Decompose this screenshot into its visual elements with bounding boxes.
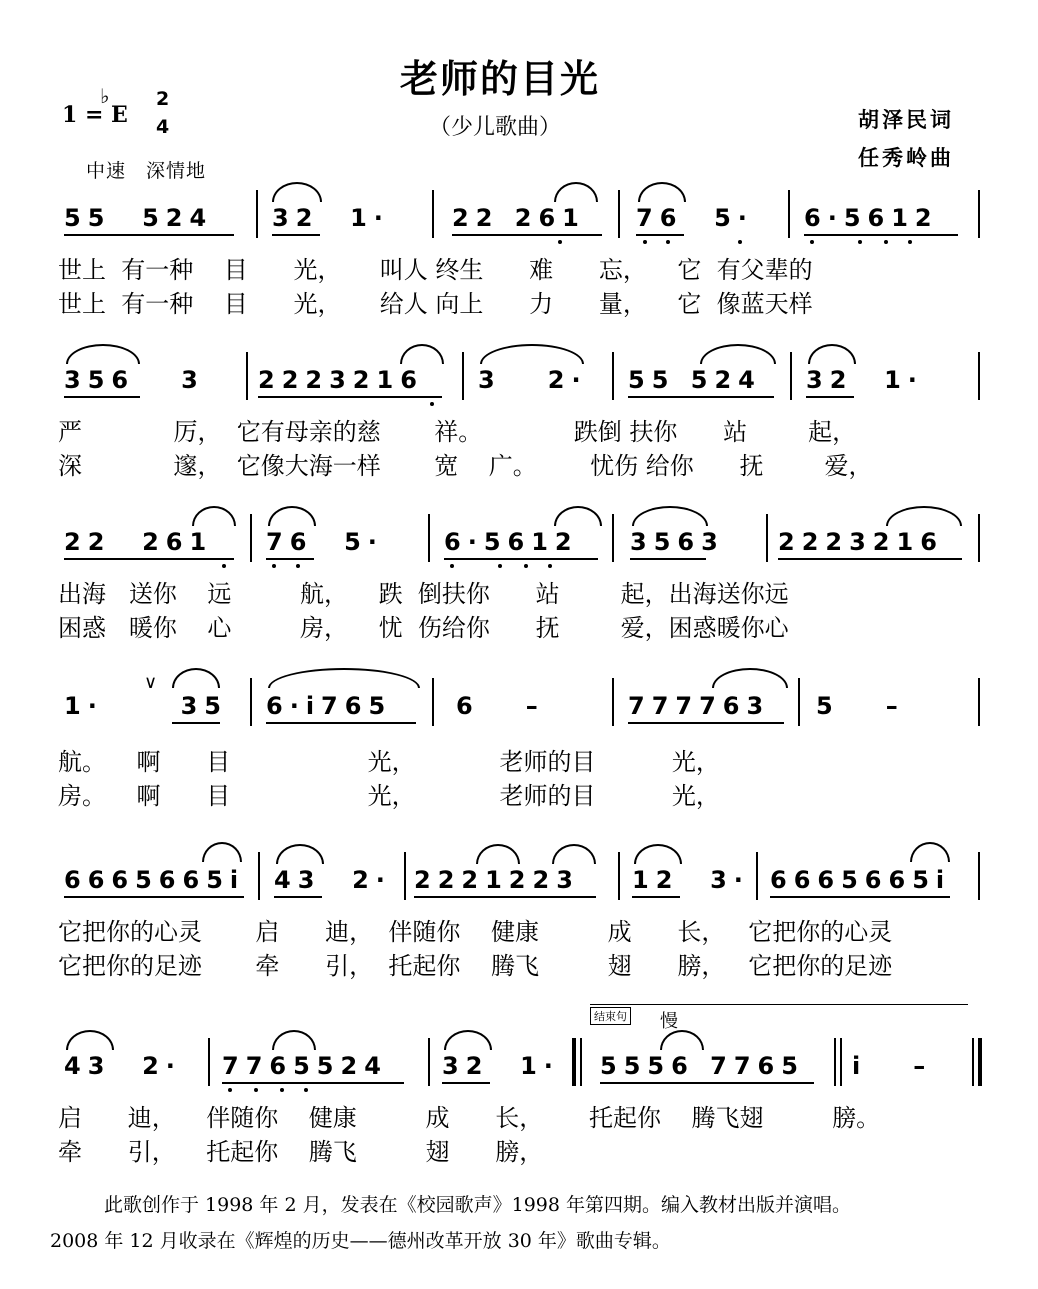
- key-signature: 1 = E: [62, 102, 128, 128]
- slur: [554, 182, 598, 202]
- tempo-marking: 中速 深情地: [86, 160, 207, 182]
- lyricist-credit: 胡泽民词: [858, 107, 954, 132]
- measure-5: 6665665i: [770, 866, 952, 894]
- beam: [274, 896, 322, 898]
- low-octave-dot: [228, 1088, 232, 1092]
- measure-2: 43 2·: [274, 866, 392, 894]
- measure-5: 32 1·: [806, 366, 924, 394]
- measure-3: 6 –: [456, 692, 545, 720]
- time-signature-bottom: 4: [156, 116, 170, 138]
- lyrics-verse-1: 航。 啊 目 光， 老师的目 光，: [58, 748, 720, 776]
- measure-2: 76 5·: [266, 528, 384, 556]
- measure-1: 1· 35: [64, 692, 228, 720]
- beam: [804, 234, 958, 236]
- beam: [64, 396, 140, 398]
- barline: [766, 514, 768, 562]
- low-octave-dot: [280, 1088, 284, 1092]
- beam: [628, 722, 784, 724]
- measure-1: 55 524: [64, 204, 214, 232]
- slur: [272, 1030, 316, 1050]
- beam: [628, 396, 774, 398]
- barline: [798, 678, 800, 726]
- slur: [444, 1030, 492, 1050]
- low-octave-dot: [908, 240, 912, 244]
- barline: [250, 678, 252, 726]
- measure-3: 22 261: [452, 204, 586, 232]
- barline: [428, 514, 430, 562]
- measure-2: 6·i765: [266, 692, 393, 720]
- beam: [414, 896, 596, 898]
- low-octave-dot: [296, 564, 300, 568]
- notation-line: [58, 1046, 988, 1090]
- measure-2: 7765524: [222, 1052, 388, 1080]
- barline: [258, 852, 260, 900]
- slur: [272, 182, 322, 202]
- beam: [64, 896, 244, 898]
- beam: [222, 1082, 404, 1084]
- low-octave-dot: [810, 240, 814, 244]
- barline: [428, 1038, 430, 1086]
- score-row-3: [58, 522, 988, 692]
- flat-sign: ♭: [100, 84, 110, 108]
- beam: [64, 558, 234, 560]
- measure-4: 3563: [630, 528, 725, 556]
- barline: [788, 190, 790, 238]
- barline: [250, 514, 252, 562]
- lyrics-verse-2: 世上 有一种 目 光， 给人 向上 力 量， 它 像蓝天样: [58, 290, 813, 318]
- barline: [432, 678, 434, 726]
- barline: [432, 190, 434, 238]
- ending-bracket: [590, 1004, 968, 1032]
- beam: [806, 396, 854, 398]
- lyrics-verse-2: 深 邃， 它像大海一样 宽 广。 忧伤 给你 抚 爱，: [58, 452, 873, 480]
- beam: [636, 234, 684, 236]
- measure-5: i –: [852, 1052, 933, 1080]
- barline: [612, 514, 614, 562]
- low-octave-dot: [858, 240, 862, 244]
- measure-4: 5556 7765: [600, 1052, 805, 1080]
- low-octave-dot: [548, 564, 552, 568]
- slur: [66, 1030, 114, 1050]
- measure-4: 12 3·: [632, 866, 750, 894]
- beam: [452, 234, 602, 236]
- beam: [64, 234, 234, 236]
- lyrics-verse-1: 出海 送你 远 航， 跌 倒扶你 站 起，出海送你远: [58, 580, 789, 608]
- barline: [612, 352, 614, 400]
- barline: [978, 852, 980, 900]
- barline: [618, 852, 620, 900]
- barline: [978, 514, 980, 562]
- measure-1: 6665665i: [64, 866, 246, 894]
- measure-5: 6·5612: [804, 204, 939, 232]
- measure-2: 2223216: [258, 366, 424, 394]
- barline: [256, 190, 258, 238]
- barline: [790, 352, 792, 400]
- beam: [778, 558, 962, 560]
- lyrics-verse-1: 它把你的心灵 启 迪， 伴随你 健康 成 长， 它把你的心灵: [58, 918, 893, 946]
- barline: [618, 190, 620, 238]
- song-title: 老师的目光: [399, 57, 600, 101]
- slur: [638, 182, 686, 202]
- lyrics-verse-1: 严 厉， 它有母亲的慈 祥。 跌倒 扶你 站 起，: [58, 418, 857, 446]
- final-barline: [972, 1038, 974, 1086]
- barline: [840, 1038, 842, 1086]
- repeat-end-barline: [572, 1038, 576, 1086]
- barline: [834, 1038, 836, 1086]
- low-octave-dot: [304, 1088, 308, 1092]
- song-subtitle: （少儿歌曲）: [428, 115, 561, 140]
- footnote-line-1: 此歌创作于 1998 年 2 月，发表在《校园歌声》1998 年第四期。编入教材出版并演唱。: [104, 1194, 851, 1216]
- measure-4: 777763: [628, 692, 771, 720]
- measure-2: 32 1·: [272, 204, 390, 232]
- low-octave-dot: [738, 240, 742, 244]
- barline: [756, 852, 758, 900]
- beam: [172, 722, 220, 724]
- low-octave-dot: [450, 564, 454, 568]
- measure-4: 55 524: [628, 366, 762, 394]
- breath-mark: ∨: [144, 672, 158, 693]
- measure-5: 5 –: [816, 692, 905, 720]
- barline: [978, 352, 980, 400]
- score-row-4: [58, 672, 988, 856]
- barline: [404, 852, 406, 900]
- barline: [612, 678, 614, 726]
- slur: [660, 1030, 704, 1050]
- lyrics-verse-2: 牵 引， 托起你 腾飞 翅 膀，: [58, 1138, 544, 1166]
- measure-4: 76 5·: [636, 204, 754, 232]
- measure-3: 6·5612: [444, 528, 579, 556]
- lyrics-verse-1: 世上 有一种 目 光， 叫人 终生 难 忘， 它 有父辈的: [58, 256, 813, 284]
- barline: [246, 352, 248, 400]
- barline: [208, 1038, 210, 1086]
- score-row-1: [58, 198, 988, 368]
- lyrics-verse-2: 它把你的足迹 牵 引， 托起你 腾飞 翅 膀， 它把你的足迹: [58, 952, 893, 980]
- measure-3: 32 1·: [442, 1052, 560, 1080]
- composer-credit: 任秀岭曲: [858, 145, 954, 170]
- barline: [978, 678, 980, 726]
- barline: [580, 1038, 582, 1086]
- time-signature-top: 2: [156, 88, 170, 110]
- low-octave-dot: [558, 240, 562, 244]
- low-octave-dot: [643, 240, 647, 244]
- low-octave-dot: [272, 564, 276, 568]
- footnote-line-2: 2008 年 12 月收录在《辉煌的历史——德州改革开放 30 年》歌曲专辑。: [50, 1230, 671, 1252]
- measure-3: 2221223: [414, 866, 580, 894]
- measure-1: 43 2·: [64, 1052, 182, 1080]
- beam: [630, 558, 706, 560]
- measure-5: 2223216: [778, 528, 944, 556]
- measure-3: 3 2·: [478, 366, 588, 394]
- lyrics-verse-1: 启 迪， 伴随你 健康 成 长， 托起你 腾飞翅 膀。: [58, 1104, 881, 1132]
- beam: [444, 558, 598, 560]
- low-octave-dot: [430, 402, 434, 406]
- barline: [978, 190, 980, 238]
- beam: [600, 1082, 814, 1084]
- low-octave-dot: [666, 240, 670, 244]
- measure-1: 356 3: [64, 366, 205, 394]
- beam: [258, 396, 442, 398]
- low-octave-dot: [222, 564, 226, 568]
- final-barline: [978, 1038, 982, 1086]
- low-octave-dot: [524, 564, 528, 568]
- low-octave-dot: [254, 1088, 258, 1092]
- ending-tempo: 慢: [660, 1011, 678, 1032]
- lyrics-verse-2: 房。 啊 目 光， 老师的目 光，: [58, 782, 720, 810]
- low-octave-dot: [884, 240, 888, 244]
- beam: [266, 558, 314, 560]
- lyrics-verse-2: 困惑 暖你 心 房， 忧 伤给你 抚 爱，困惑暖你心: [58, 614, 789, 642]
- measure-1: 22 261: [64, 528, 214, 556]
- beam: [266, 722, 416, 724]
- beam: [632, 896, 680, 898]
- ending-tag: 结束句: [590, 1007, 631, 1025]
- beam: [272, 234, 320, 236]
- barline: [462, 352, 464, 400]
- beam: [770, 896, 950, 898]
- score-row-2: [58, 360, 988, 530]
- low-octave-dot: [498, 564, 502, 568]
- beam: [442, 1082, 490, 1084]
